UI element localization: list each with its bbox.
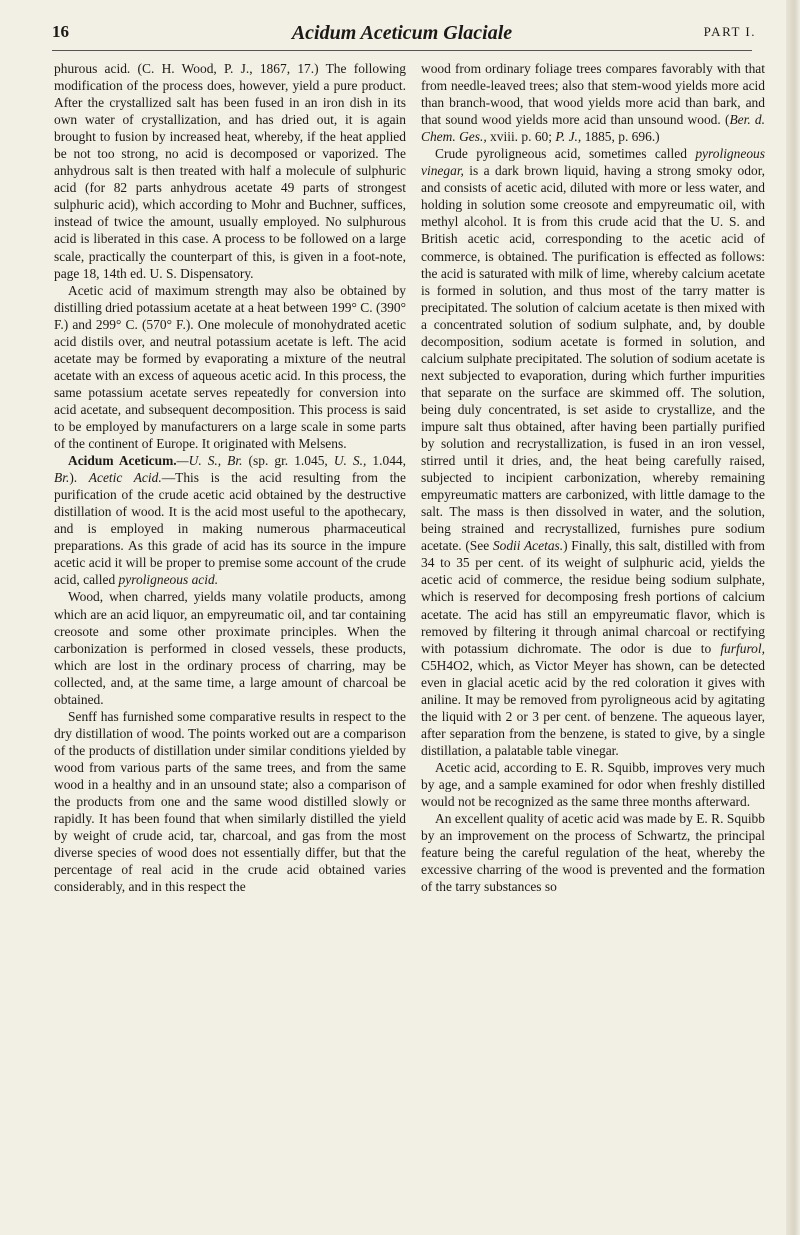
paragraph: wood from ordinary foliage trees compares favorably with that from needle-leaved trees; also that stem-wood yields more acid than branch-wood, that wood yields more acid than bark, and that sound wood yields more acid than unsound wood. (Ber. d. Chem. Ges., xviii. p. 60; P. J., 1885, p. 696.) (421, 61, 765, 145)
paragraph: Wood, when charred, yields many volatile products, among which are an acid liquor, an empyreumatic oil, and tar containing creosote and some other proximate principles. When the carbonization is performed in closed vessels, these products, which are lost in the ordinary process of charring, may be collected, and, at the same time, a large amount of charcoal be obtained. (54, 589, 406, 707)
reference: Br. (54, 470, 70, 486)
page-number: 16 (52, 22, 69, 41)
left-column (54, 60, 406, 895)
term: furfurol, (720, 640, 765, 656)
reference: —U. S., Br. (176, 453, 243, 469)
page-edge (786, 0, 800, 1235)
paragraph: phurous acid. (C. H. Wood, P. J., 1867, 17.) The following modification of the process does, however, yield a pure product. After the crystallized salt has been fused in an iron dish in its own water of crystallization, and has dried out, it is again brought to fusion by increased heat, whereby, if the heat applied be not too strong, no acid is decomposed or vaporized. The anhydrous salt is then treated with half a molecule of sulphuric acid (for 82 parts anhydrous acetate 49 parts of strongest sulphuric acid), which according to Mohr and Buchner, suffices, instead of twice the amount, usually employed. No sulphurous acid is liberated in this case. A process to be followed on a large scale, practically the counterpart of this, is given in a foot-note, page 18, 14th ed. U. S. Dispensatory. (54, 61, 406, 281)
term: pyroligneous acid. (118, 572, 219, 588)
section-subtitle: Acetic Acid. (88, 470, 162, 486)
paragraph: Senff has furnished some comparative results in respect to the dry distillation of wood. The points worked out are a comparison of the products of distillation under similar conditions yielded by wood from various parts of the same trees, and from the same wood in a healthy and in an unsound state; also a comparison of the products from one and the same wood distilled slowly or rapidly. It has been found that when similarly distilled the yield by weight of crude acid, tar, charcoal, and gas from the most diverse species of wood does not essentially differ, but that the percentage of real acid in the crude acid obtained varies considerably, and in this respect the (54, 708, 406, 895)
running-title: Acidum Aceticum Glaciale (291, 22, 513, 44)
reference: U. S., (333, 453, 367, 469)
running-header (52, 22, 756, 44)
reference: Sodii Acetas. (492, 538, 564, 554)
right-column (421, 60, 765, 895)
paragraph: Acetic acid of maximum strength may also be obtained by distilling dried potassium acetate at a heat between 199° C. (390° F.) and 299° C. (570° F.). One molecule of monohydrated acetic acid distils over, and neutral potassium acetate is left. The acid acetate may be formed by evaporating a mixture of the neutral acetate with an excess of aqueous acetic acid. In this process, the same potassium acetate serves repeatedly for conversion into acid acetate, and subsequent decomposition. This process is said to be employed by manufacturers on a large scale in some parts of the continent of Europe. It originated with Melsens. (54, 282, 406, 452)
part-label: PART I. (703, 24, 756, 39)
paragraph: Crude pyroligneous acid, sometimes called pyroligneous vinegar, is a dark brown liquid, having a strong smoky odor, and consists of acetic acid, diluted with more or less water, and holding in solution some creosote and empyreumatic oil, with methyl alcohol. It is from this crude acid that the U. S. and British acetic acid, corresponding to the acetic acid of commerce, is obtained. The purification is effected as follows: the acid is saturated with milk of lime, whereby calcium acetate is formed in solution, and thus most of the tarry matter is precipitated. The solution of calcium acetate is then mixed with a concentrated solution of sodium sulphate, and, by double decomposition, sodium acetate is formed in solution, and calcium sulphate precipitated. The solution of sodium acetate is next subjected to evaporation, during which further impurities that separate on the surface are skimmed off. The solution, being duly concentrated, is set aside to crystallize, and the impure salt thus obtained, after having been partially purified by solution and recrystallization, is fused in an iron vessel, stirred until it dries, and, the heat being carefully raised, subjected to incipient carbonization, whereby remaining empyreumatic matters are carbonized, with little damage to the salt. The mass is then dissolved in water, and the solution, being strained and recrystallized, furnishes pure sodium acetate. (See Sodii Acetas.) Finally, this salt, distilled with from 34 to 35 per cent. of its weight of sulphuric acid, yields the acetic acid of commerce, the residue being sodium sulphate, which is reserved for decomposing fresh portions of calcium acetate. The acid has still an empyreumatic flavor, which is removed by filtering it through animal charcoal or rectifying with potassium dichromate. The odor is due to furfurol, C5H4O2, which, as Victor Meyer has shown, can be detected even in glacial acetic acid by the red coloration it gives with aniline. It may be removed from pyroligneous acid by agitating the liquid with 2 or 3 per cent. of benzene. The aqueous layer, after separation from the benzene, is stated to give, by a single distillation, a palatable table vinegar. (421, 146, 766, 758)
paragraph: Acetic acid, according to E. R. Squibb, improves very much by age, and a sample examined for odor when freshly distilled would not be recognized as the same three months afterward. (421, 759, 765, 810)
paragraph: An excellent quality of acetic acid was made by E. R. Squibb by an improvement on the process of Schwartz, the principal feature being the careful regulation of the heat, whereby the excessive charring of the wood is prevented and the formation of the tarry substances so (421, 811, 765, 895)
paragraph: Acidum Aceticum.—U. S., Br. (sp. gr. 1.045, U. S., 1.044, Br.). Acetic Acid.—This is the acid resulting from the purification of the crude acetic acid obtained by the destructive distillation of wood. It is the acid most useful to the apothecary, and is employed in making numerous pharmaceutical preparations. As this grade of acid has its source in the impure acetic acid it will be proper to premise some account of the crude acid, called pyroligneous acid. (54, 453, 407, 588)
header-rule (52, 50, 752, 51)
term: pyroligneous vinegar, (421, 146, 765, 179)
reference: Ber. d. Chem. Ges., (421, 112, 765, 145)
section-heading: Acidum Aceticum. (68, 453, 177, 469)
reference: P. J., (555, 129, 582, 145)
